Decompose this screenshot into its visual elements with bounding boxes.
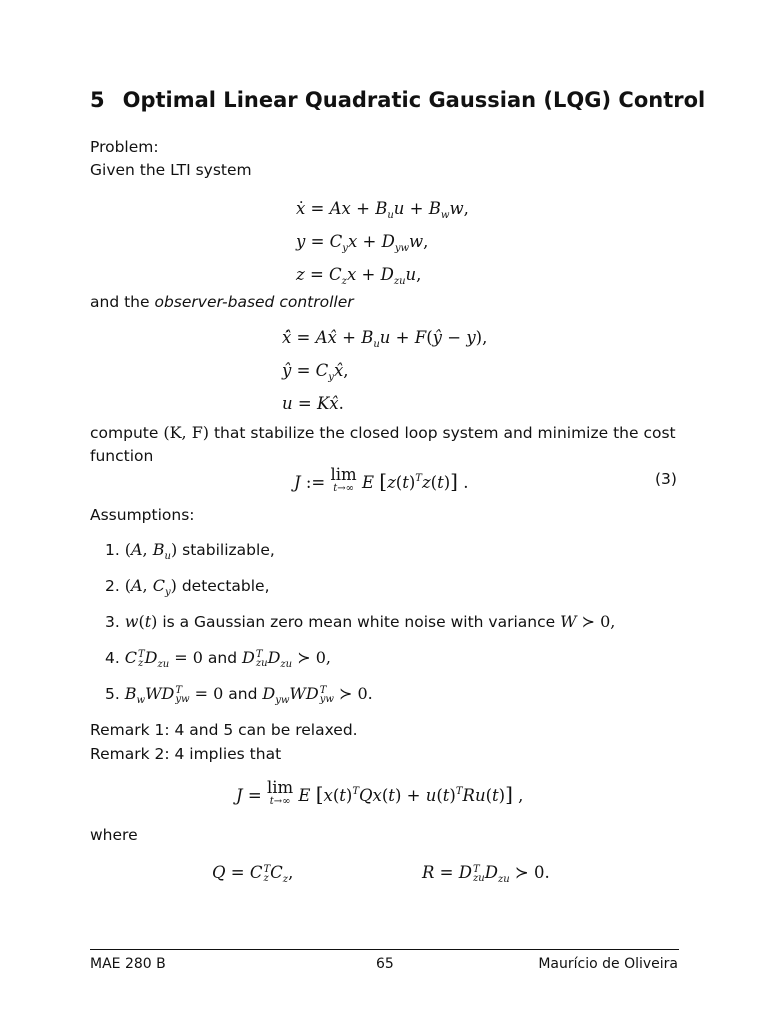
equation-number: (3) xyxy=(655,470,677,488)
function-text: function xyxy=(90,447,154,465)
compute-line xyxy=(90,423,676,443)
expanded-cost-equation: J = lim t→∞ E $[x(t)^TQx(t) + u(t)^TRu(t)]$ , xyxy=(236,778,524,807)
and-observer-line xyxy=(90,292,354,312)
section-number: 5 xyxy=(90,88,105,112)
and-text: and the xyxy=(90,293,150,311)
assumption-item: 1. (A, $B_u$) stabilizable, xyxy=(105,540,275,562)
observer-state-equation: x̂̇ = Ax̂ + $B_uu$ + F(ŷ − y), xyxy=(282,328,488,350)
state-equation: ẋ = $Ax + B_uu + B_ww$, xyxy=(296,199,469,221)
observer-output-equation: ŷ = $C_yx̂$, xyxy=(282,361,349,383)
remark-1: Remark 1: 4 and 5 can be relaxed. xyxy=(90,721,358,739)
compute-text-a: compute xyxy=(90,424,159,442)
observer-text: observer-based controller xyxy=(154,293,354,311)
q-definition: Q = C T z $C_z$, xyxy=(212,863,294,885)
controller-equations xyxy=(282,325,487,417)
assumption-item: 2. (A, $C_y$) detectable, xyxy=(105,576,270,598)
compute-math: (K, F) xyxy=(163,423,210,442)
control-law-equation: u = Kx̂. xyxy=(282,394,344,413)
footer-course: MAE 280 B xyxy=(90,956,166,972)
assumption-item: 3. w(t) is a Gaussian zero mean white noise with variance W ≻ 0, xyxy=(105,612,616,631)
footer-rule xyxy=(90,949,679,950)
problem-label: Problem: xyxy=(90,138,159,156)
given-text: Given the LTI system xyxy=(90,161,252,179)
output-equation: $y = C_yx + D_{yw}w$, xyxy=(296,232,429,254)
assumptions-label: Assumptions: xyxy=(90,506,195,524)
where-text: where xyxy=(90,826,138,844)
lti-system-equations xyxy=(296,196,469,295)
remark-2: Remark 2: 4 implies that xyxy=(90,745,282,763)
footer-author: Maurício de Oliveira xyxy=(538,956,678,972)
footer-page-number: 65 xyxy=(376,956,394,972)
compute-text-b: that stabilize the closed loop system and minimize the cost xyxy=(213,424,676,442)
cost-function-equation: J := lim t→∞ E $[z(t)^Tz(t)]$ . xyxy=(294,465,469,494)
r-definition: R = D T zu $D_{zu}$ ≻ 0. xyxy=(422,863,550,885)
assumption-item: 4. C T z $D_{zu} = 0$ and D T zu $D_{zu}$ ≻ 0, xyxy=(105,648,331,670)
section-heading xyxy=(90,88,705,112)
assumption-item: 5. $B_wWD$ T yw = 0 and $D_{yw}WD$ T yw ≻ 0. xyxy=(105,684,373,706)
section-title: Optimal Linear Quadratic Gaussian (LQG) Control xyxy=(122,88,706,112)
performance-equation: $z = C_zx + D_{zu}u$, xyxy=(296,265,422,287)
